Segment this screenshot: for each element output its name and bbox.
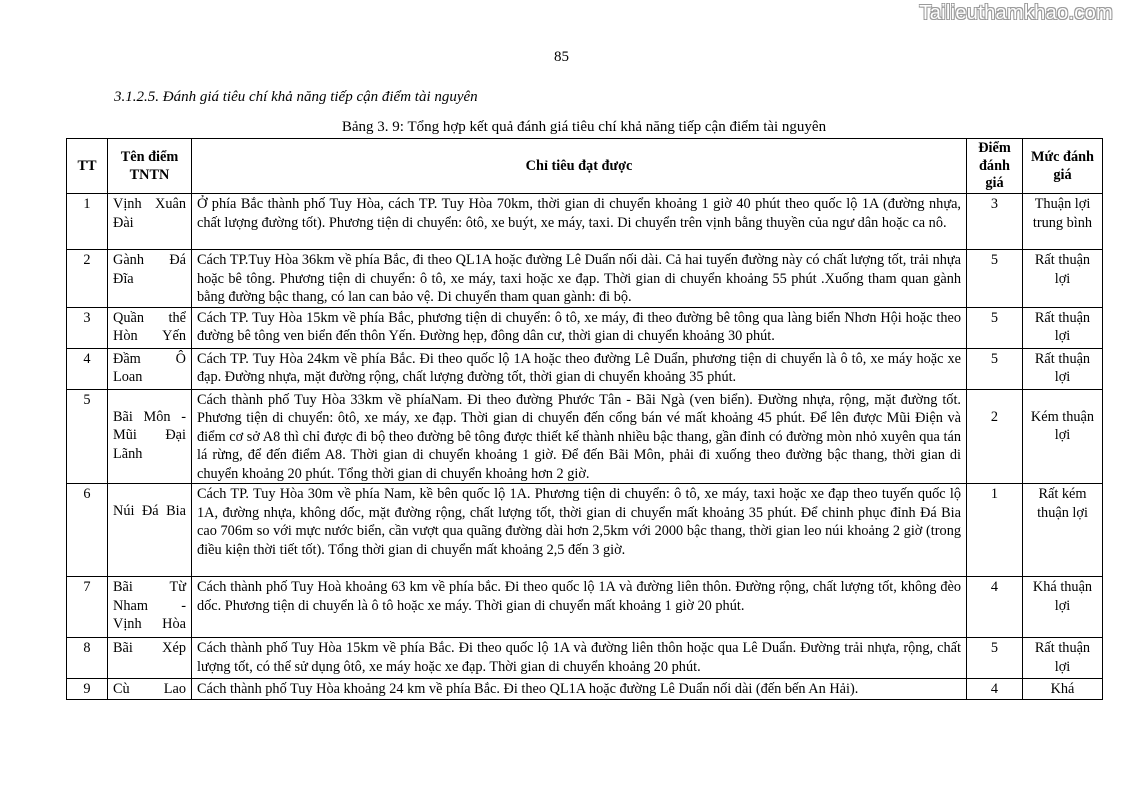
row-name: Vịnh Xuân Đài: [108, 194, 192, 250]
table-row: [67, 250, 1103, 308]
row-name: Bãi Môn - Mũi Đại Lãnh: [108, 389, 192, 484]
row-level: Khá: [1023, 679, 1103, 700]
row-score: 3: [967, 194, 1023, 250]
row-name: Bãi Xép: [108, 638, 192, 679]
row-level: Rất thuận lợi: [1023, 250, 1103, 308]
row-tt: 1: [67, 194, 108, 250]
row-level: Rất kém thuận lợi: [1023, 484, 1103, 577]
row-level: Thuận lợi trung bình: [1023, 194, 1103, 250]
row-tt: 6: [67, 484, 108, 577]
row-score: 5: [967, 638, 1023, 679]
table-header-row: [67, 139, 1103, 194]
row-level: Khá thuận lợi: [1023, 577, 1103, 638]
row-criteria: Cách TP. Tuy Hòa 15km về phía Bắc, phương tiện di chuyển: ô tô, xe máy, đi theo đường bê tông qua làng biển Nhơn Hội hoặc theo đường bê tông ven biển đến thôn Yến. Đường hẹp, đông dân cư, thời gian di chuyển khoảng 30 phút.: [192, 307, 967, 348]
row-score: 4: [967, 679, 1023, 700]
row-criteria: Ở phía Bắc thành phố Tuy Hòa, cách TP. Tuy Hòa 70km, thời gian di chuyển khoảng 1 giờ 40 phút theo quốc lộ 1A (đường nhựa, chất lượng đường tốt). Phương tiện di chuyển: ôtô, xe buýt, xe máy, taxi. Di chuyển trên vịnh bằng thuyền của ngư dân hoặc ca nô.: [192, 194, 967, 250]
row-score: 2: [967, 389, 1023, 484]
row-tt: 7: [67, 577, 108, 638]
row-tt: 4: [67, 348, 108, 389]
row-tt: 2: [67, 250, 108, 308]
row-criteria: Cách thành phố Tuy Hòa 33km về phíaNam. Đi theo đường Phước Tân - Bãi Ngà (ven biển). Đường nhựa, rộng, mặt đường tốt. Phương tiện di chuyển: ôtô, xe máy, xe đạp. Thời gian di chuyển đến cổng bán vé mất khoảng 45 phút. Để lên được Mũi Điện và điểm cơ sở A8 thì chỉ được đi bộ theo đường bê tông được thiết kế thành nhiều bậc thang, gần đỉnh có đường mòn nhỏ xuyên qua tán lá rừng, để đến điểm A8. Thời gian di chuyển khoảng 1 giờ. Để đến Bãi Môn, phải đi xuống theo đường bậc thang, thời gian di chuyển khoảng 20 phút. Tổng thời gian di chuyển khoảng hơn 2 giờ.: [192, 389, 967, 484]
row-criteria: Cách TP. Tuy Hòa 24km về phía Bắc. Đi theo quốc lộ 1A hoặc theo đường Lê Duẩn, phương tiện di chuyển là ô tô, xe máy hoặc xe đạp. Đường nhựa, mặt đường rộng, chất lượng đường tốt, thời gian di chuyển khoảng 35 phút.: [192, 348, 967, 389]
row-name: Gành Đá Đĩa: [108, 250, 192, 308]
section-heading: 3.1.2.5. Đánh giá tiêu chí khả năng tiếp cận điểm tài nguyên: [114, 89, 478, 105]
table-row: [67, 638, 1103, 679]
row-level: Rất thuận lợi: [1023, 638, 1103, 679]
header-criteria: Chỉ tiêu đạt được: [192, 139, 967, 194]
watermark: Tailieuthamkhao.com: [919, 2, 1113, 24]
row-level: Rất thuận lợi: [1023, 307, 1103, 348]
table-row: [67, 307, 1103, 348]
table-row: [67, 484, 1103, 577]
header-level: Mức đánh giá: [1023, 139, 1103, 194]
row-level: Rất thuận lợi: [1023, 348, 1103, 389]
row-score: 5: [967, 250, 1023, 308]
row-name: Núi Đá Bia: [108, 484, 192, 577]
row-criteria: Cách thành phố Tuy Hòa khoảng 24 km về phía Bắc. Đi theo QL1A hoặc đường Lê Duẩn nối dài (đến bến An Hải).: [192, 679, 967, 700]
row-criteria: Cách TP.Tuy Hòa 36km về phía Bắc, đi theo QL1A hoặc đường Lê Duẩn nối dài. Cả hai tuyến đường này có chất lượng tốt, trải nhựa hoặc bê tông. Phương tiện di chuyển: ô tô, xe máy, taxi hoặc xe đạp. Thời gian di chuyển khoảng 55 phút .Xuống tham quan gành bằng đường bậc thang, có lan can bảo vệ. Di chuyển tham quan gành: đi bộ.: [192, 250, 967, 308]
row-level: Kém thuận lợi: [1023, 389, 1103, 484]
table-row: [67, 194, 1103, 250]
row-name: Cù Lao: [108, 679, 192, 700]
table-row: [67, 348, 1103, 389]
row-tt: 8: [67, 638, 108, 679]
row-score: 1: [967, 484, 1023, 577]
row-name: Quần thể Hòn Yến: [108, 307, 192, 348]
table-row: [67, 389, 1103, 484]
header-name: Tên điểm TNTN: [108, 139, 192, 194]
row-tt: 5: [67, 389, 108, 484]
page-number: 85: [554, 49, 569, 65]
row-tt: 9: [67, 679, 108, 700]
row-criteria: Cách thành phố Tuy Hòa 15km về phía Bắc. Đi theo quốc lộ 1A và đường liên thôn hoặc qua Lê Duẩn. Đường trải nhựa, rộng, chất lượng tốt, có thể sử dụng ôtô, xe máy hoặc xe đạp. Thời gian di chuyển khoảng 20 phút.: [192, 638, 967, 679]
row-criteria: Cách thành phố Tuy Hoà khoảng 63 km về phía bắc. Đi theo quốc lộ 1A và đường liên thôn. Đường rộng, chất lượng tốt, không đèo dốc. Phương tiện di chuyển là ô tô hoặc xe máy. Thời gian di chuyển mất khoảng 1 giờ 20 phút.: [192, 577, 967, 638]
row-tt: 3: [67, 307, 108, 348]
row-criteria: Cách TP. Tuy Hòa 30m về phía Nam, kề bên quốc lộ 1A. Phương tiện di chuyển: ô tô, xe máy, taxi hoặc xe đạp theo tuyến quốc lộ 1A, đường nhựa, không dốc, mặt đường rộng, chất lượng tốt, thời gian di chuyển mất khoảng 35 phút. Để chinh phục đỉnh Đá Bia cao 706m so với mực nước biển, cần vượt qua quãng đường dài hơn 2,5km với 2000 bậc thang, thời gian leo núi khoảng 2 giờ (trong điều kiện thời tiết tốt). Tổng thời gian di chuyển mất khoảng 2,5 đến 3 giờ.: [192, 484, 967, 577]
table-caption: Bảng 3. 9: Tổng hợp kết quả đánh giá tiêu chí khả năng tiếp cận điểm tài nguyên: [341, 119, 827, 135]
table-row: [67, 577, 1103, 638]
row-score: 4: [967, 577, 1023, 638]
row-score: 5: [967, 348, 1023, 389]
table-row: [67, 679, 1103, 700]
assessment-table: [66, 138, 1103, 700]
row-score: 5: [967, 307, 1023, 348]
header-score: Điểm đánh giá: [967, 139, 1023, 194]
row-name: Bãi Từ Nham - Vịnh Hòa: [108, 577, 192, 638]
header-tt: TT: [67, 139, 108, 194]
row-name: Đầm Ô Loan: [108, 348, 192, 389]
